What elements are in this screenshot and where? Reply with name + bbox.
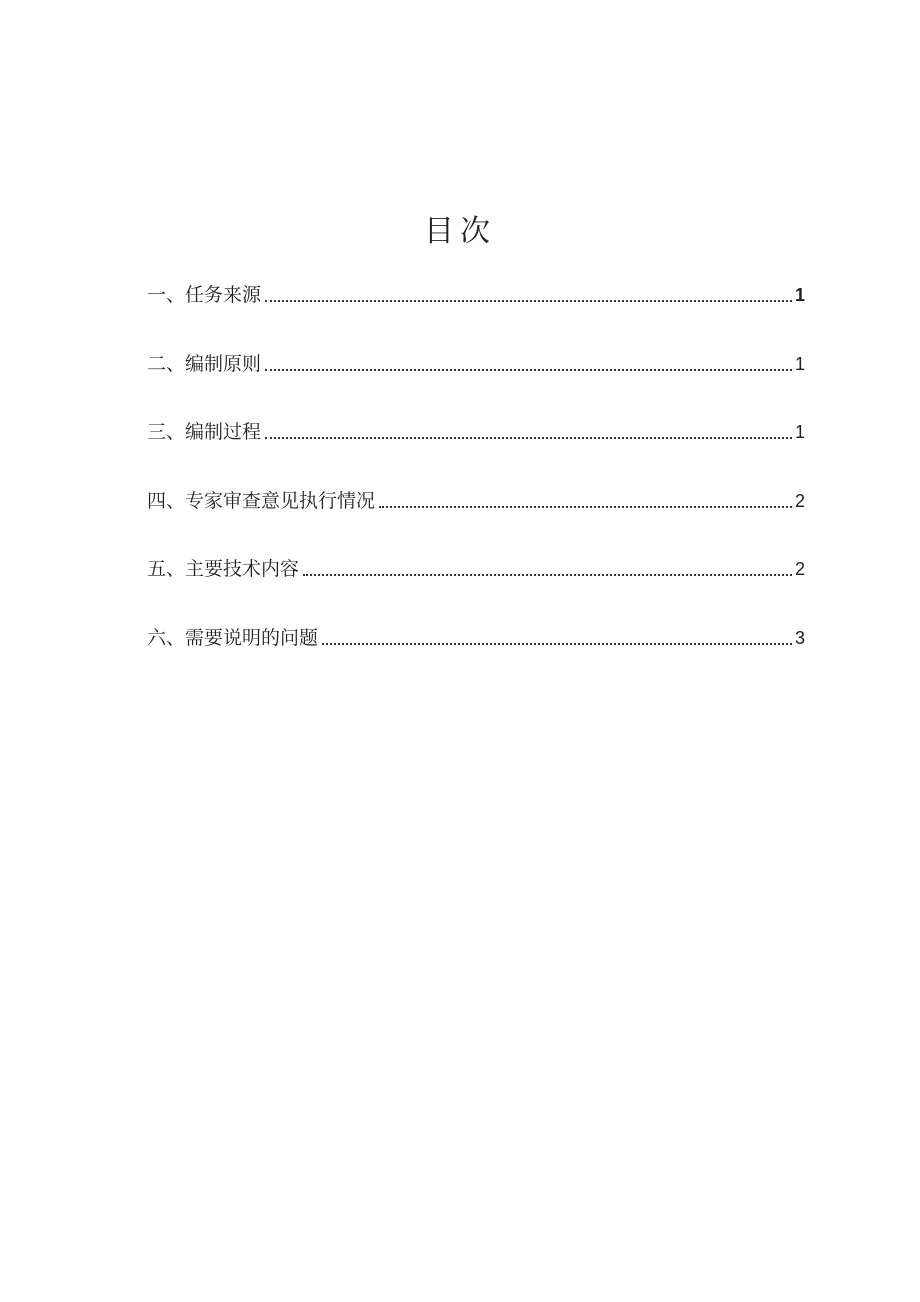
toc-entry-page: 1 [794,285,805,305]
dot-leader [265,437,792,439]
toc-entry-label: 主要技术内容 [185,558,300,580]
toc-list [147,280,805,691]
toc-entry-page: 2 [794,490,805,511]
toc-entry-page: 1 [794,422,805,442]
toc-entry-page: 2 [794,559,805,579]
toc-entry[interactable] [147,554,805,584]
toc-entry[interactable] [147,417,805,447]
toc-entry-number: 六、 [147,626,186,649]
toc-title: 目次 [424,214,496,249]
toc-entry-number: 三、 [147,421,186,443]
toc-entry-page: 1 [794,353,805,374]
toc-entry-number: 五、 [147,558,186,580]
toc-entry-label: 需要说明的问题 [185,626,319,649]
toc-entry-label: 编制过程 [185,421,262,443]
toc-entry-page: 3 [794,627,805,648]
toc-entry-number: 一、 [147,284,186,306]
toc-entry-label: 任务来源 [185,284,262,306]
toc-entry-label: 编制原则 [185,352,262,375]
toc-entry[interactable] [147,280,805,310]
toc-entry-number: 二、 [147,352,186,375]
dot-leader [265,369,792,371]
dot-leader [322,643,792,645]
toc-entry[interactable] [147,349,805,379]
dot-leader [303,574,792,576]
toc-entry[interactable] [147,486,805,516]
toc-entry-number: 四、 [147,489,186,512]
toc-entry-label: 专家审查意见执行情况 [185,489,376,512]
toc-entry[interactable] [147,623,805,653]
dot-leader [265,300,792,302]
dot-leader [379,506,792,508]
